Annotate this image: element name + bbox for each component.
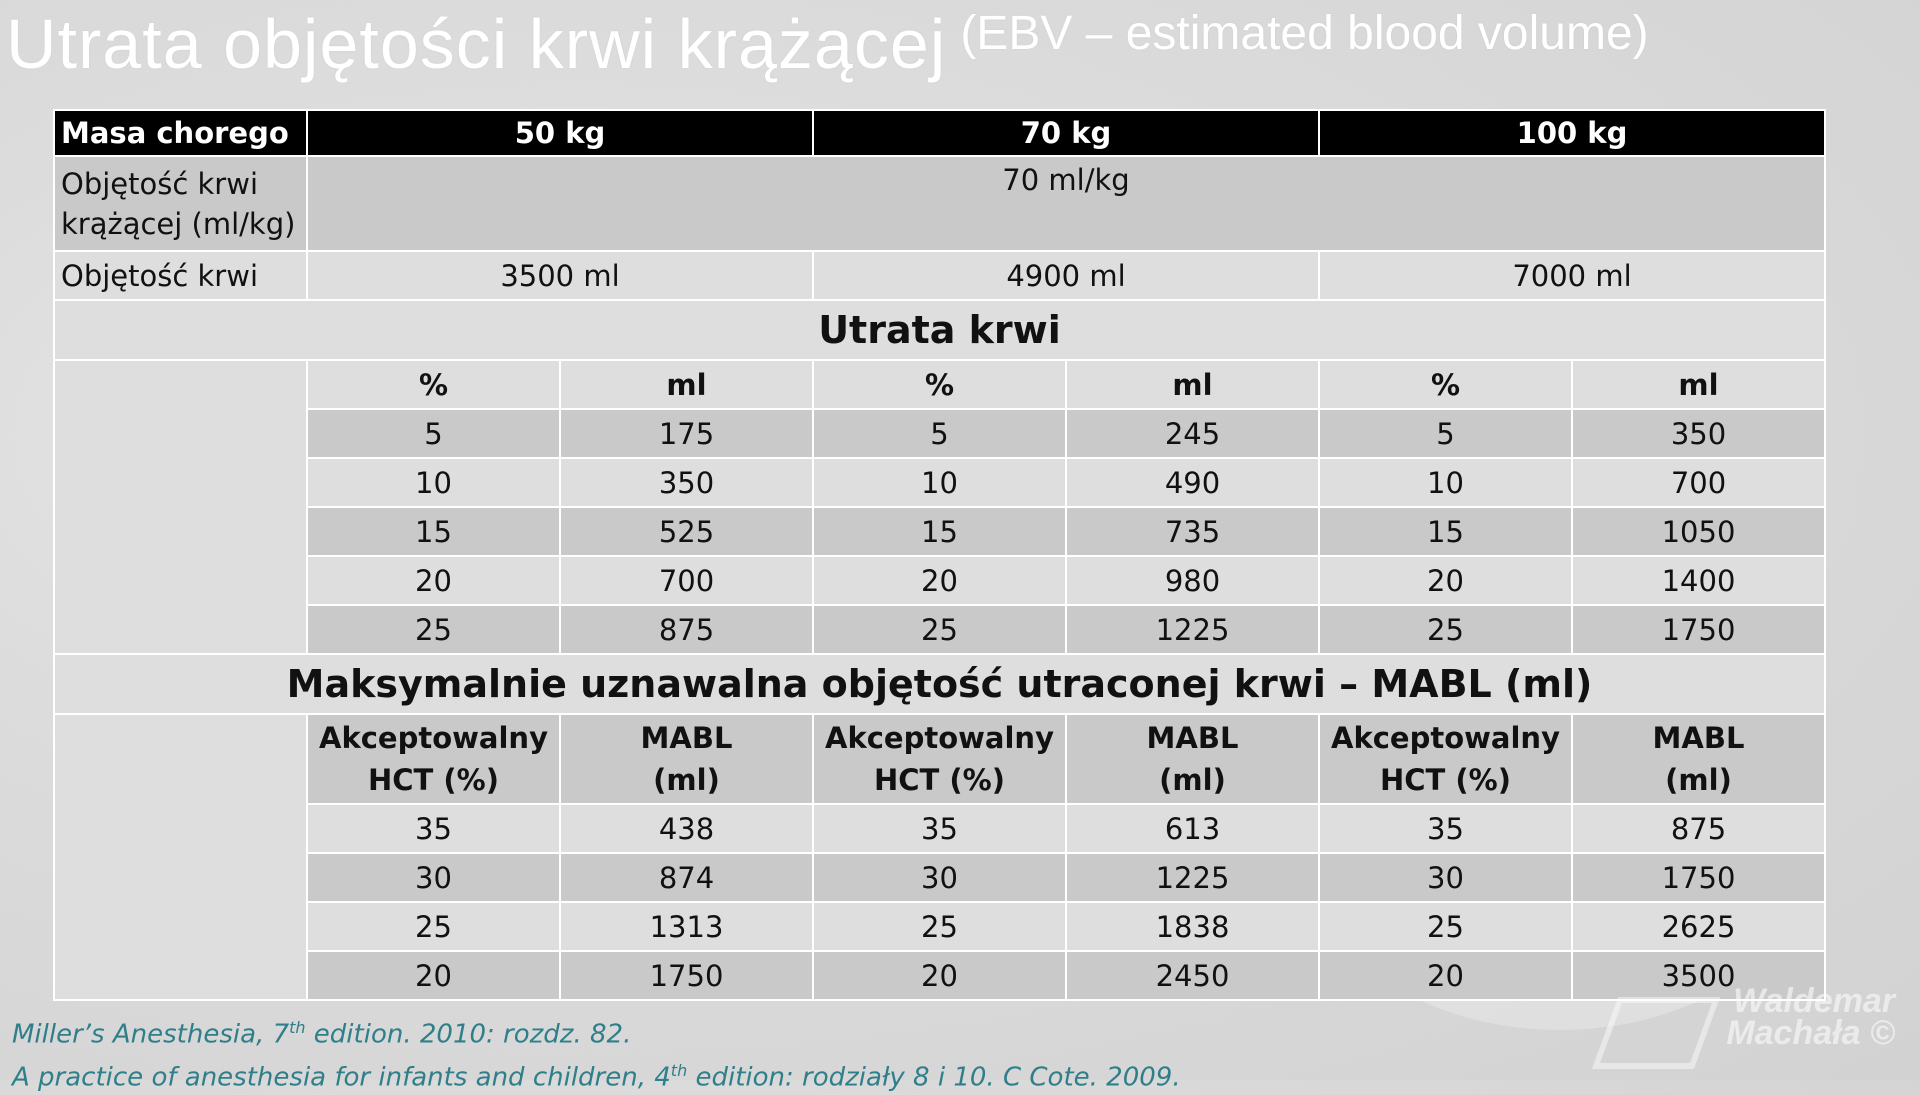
author-watermark xyxy=(1605,982,1895,1065)
table-cell: 350 xyxy=(560,458,813,507)
mabl-subheader-row xyxy=(54,714,1825,804)
table-cell: 438 xyxy=(560,804,813,853)
reference-text: edition. 2010: rozdz. 82. xyxy=(305,1019,632,1050)
table-cell: 613 xyxy=(1066,804,1319,853)
subheader-acceptable-hct xyxy=(1319,714,1572,804)
row-volume-per-kg xyxy=(54,156,1825,251)
table-cell: 3500 xyxy=(1572,951,1825,1000)
title-main: Utrata objętości krwi krążącej xyxy=(6,5,947,83)
subheader-line: (ml) xyxy=(1665,763,1732,797)
section-mabl-header xyxy=(54,654,1825,714)
table-cell: 5 xyxy=(1319,409,1572,458)
blood-volume-70kg: 4900 ml xyxy=(813,251,1319,300)
table-row xyxy=(54,902,1825,951)
subheader-ml: ml xyxy=(1066,360,1319,409)
table-cell: 20 xyxy=(307,951,560,1000)
table-header-row xyxy=(54,110,1825,156)
table-cell: 525 xyxy=(560,507,813,556)
blood-volume-50kg: 3500 ml xyxy=(307,251,813,300)
subheader-mabl xyxy=(560,714,813,804)
subheader-line: HCT (%) xyxy=(874,763,1005,797)
reference-text: Miller’s Anesthesia, 7 xyxy=(12,1019,290,1050)
table-cell: 20 xyxy=(1319,556,1572,605)
table-cell: 175 xyxy=(560,409,813,458)
table-cell: 735 xyxy=(1066,507,1319,556)
title-subtitle: (EBV – estimated blood volume) xyxy=(960,7,1649,60)
subheader-ml: ml xyxy=(1572,360,1825,409)
table-cell: 1313 xyxy=(560,902,813,951)
subheader-line: MABL xyxy=(1146,721,1239,755)
table-cell: 1050 xyxy=(1572,507,1825,556)
blank-cell xyxy=(54,360,307,654)
table-cell: 35 xyxy=(1319,804,1572,853)
table-cell: 15 xyxy=(1319,507,1572,556)
table-row xyxy=(54,507,1825,556)
slide-title xyxy=(6,4,1649,84)
table-cell: 25 xyxy=(307,902,560,951)
subheader-line: MABL xyxy=(640,721,733,755)
reference-superscript: th xyxy=(670,1060,688,1080)
subheader-line: (ml) xyxy=(653,763,720,797)
table-cell: 10 xyxy=(307,458,560,507)
table-cell: 700 xyxy=(560,556,813,605)
table-cell: 30 xyxy=(1319,853,1572,902)
table-cell: 5 xyxy=(813,409,1066,458)
subheader-acceptable-hct xyxy=(307,714,560,804)
header-70kg: 70 kg xyxy=(813,110,1319,156)
row-blood-volume xyxy=(54,251,1825,300)
table-row xyxy=(54,605,1825,654)
blood-volume-table xyxy=(53,109,1826,1001)
subheader-percent: % xyxy=(1319,360,1572,409)
table-cell: 35 xyxy=(307,804,560,853)
table-cell: 25 xyxy=(1319,605,1572,654)
loss-subheader-row xyxy=(54,360,1825,409)
reference-superscript: th xyxy=(289,1018,306,1037)
reference-line xyxy=(12,1053,1181,1095)
subheader-line: MABL xyxy=(1652,721,1745,755)
header-50kg: 50 kg xyxy=(307,110,813,156)
table-cell: 35 xyxy=(813,804,1066,853)
table-cell: 980 xyxy=(1066,556,1319,605)
table-cell: 20 xyxy=(813,556,1066,605)
subheader-percent: % xyxy=(307,360,560,409)
table-cell: 5 xyxy=(307,409,560,458)
watermark-line: Machała © xyxy=(1726,1014,1895,1052)
table-cell: 10 xyxy=(1319,458,1572,507)
table-row xyxy=(54,458,1825,507)
table-cell: 10 xyxy=(813,458,1066,507)
subheader-line: (ml) xyxy=(1159,763,1226,797)
table-cell: 875 xyxy=(1572,804,1825,853)
label-line: krążącej (ml/kg) xyxy=(61,206,296,241)
table-cell: 1400 xyxy=(1572,556,1825,605)
table-cell: 25 xyxy=(813,605,1066,654)
watermark-line: Waldemar xyxy=(1733,982,1895,1020)
section-loss-header xyxy=(54,300,1825,360)
table-row xyxy=(54,951,1825,1000)
table-cell: 25 xyxy=(1319,902,1572,951)
reference-text: A practice of anesthesia for infants and children, 4 xyxy=(12,1062,671,1093)
table-cell: 874 xyxy=(560,853,813,902)
subheader-percent: % xyxy=(813,360,1066,409)
table-cell: 15 xyxy=(813,507,1066,556)
table-cell: 490 xyxy=(1066,458,1319,507)
table-row xyxy=(54,853,1825,902)
table-row xyxy=(54,409,1825,458)
table-row xyxy=(54,556,1825,605)
table-cell: 15 xyxy=(307,507,560,556)
volume-per-kg-value: 70 ml/kg xyxy=(307,156,1825,251)
subheader-line: Akceptowalny xyxy=(1331,721,1560,755)
table-cell: 25 xyxy=(307,605,560,654)
subheader-line: HCT (%) xyxy=(368,763,499,797)
table-cell: 350 xyxy=(1572,409,1825,458)
table-cell: 20 xyxy=(1319,951,1572,1000)
table-cell: 20 xyxy=(307,556,560,605)
table-cell: 2625 xyxy=(1572,902,1825,951)
subheader-acceptable-hct xyxy=(813,714,1066,804)
table-cell: 30 xyxy=(307,853,560,902)
subheader-line: HCT (%) xyxy=(1380,763,1511,797)
subheader-ml: ml xyxy=(560,360,813,409)
table-cell: 2450 xyxy=(1066,951,1319,1000)
references xyxy=(12,1010,1181,1095)
label-line: Objętość krwi xyxy=(61,166,259,201)
table-cell: 1838 xyxy=(1066,902,1319,951)
table-cell: 700 xyxy=(1572,458,1825,507)
row-label-volume-per-kg xyxy=(54,156,307,251)
table-cell: 1225 xyxy=(1066,605,1319,654)
blank-cell xyxy=(54,714,307,1000)
header-100kg: 100 kg xyxy=(1319,110,1825,156)
table-cell: 30 xyxy=(813,853,1066,902)
section-title-mabl: Maksymalnie uznawalna objętość utraconej krwi – MABL (ml) xyxy=(54,654,1825,714)
table-cell: 1750 xyxy=(1572,605,1825,654)
header-patient-mass: Masa chorego xyxy=(54,110,307,156)
table-row xyxy=(54,804,1825,853)
row-label-blood-volume: Objętość krwi xyxy=(54,251,307,300)
table-cell: 20 xyxy=(813,951,1066,1000)
subheader-line: Akceptowalny xyxy=(825,721,1054,755)
table-cell: 875 xyxy=(560,605,813,654)
table-cell: 1750 xyxy=(560,951,813,1000)
subheader-mabl xyxy=(1572,714,1825,804)
subheader-line: Akceptowalny xyxy=(319,721,548,755)
table-cell: 1750 xyxy=(1572,853,1825,902)
reference-line xyxy=(12,1010,1181,1053)
table-cell: 25 xyxy=(813,902,1066,951)
table-cell: 1225 xyxy=(1066,853,1319,902)
section-title-blood-loss: Utrata krwi xyxy=(54,300,1825,360)
blood-volume-100kg: 7000 ml xyxy=(1319,251,1825,300)
reference-text: edition: rodziały 8 i 10. C Cote. 2009. xyxy=(687,1062,1181,1093)
table-cell: 245 xyxy=(1066,409,1319,458)
subheader-mabl xyxy=(1066,714,1319,804)
